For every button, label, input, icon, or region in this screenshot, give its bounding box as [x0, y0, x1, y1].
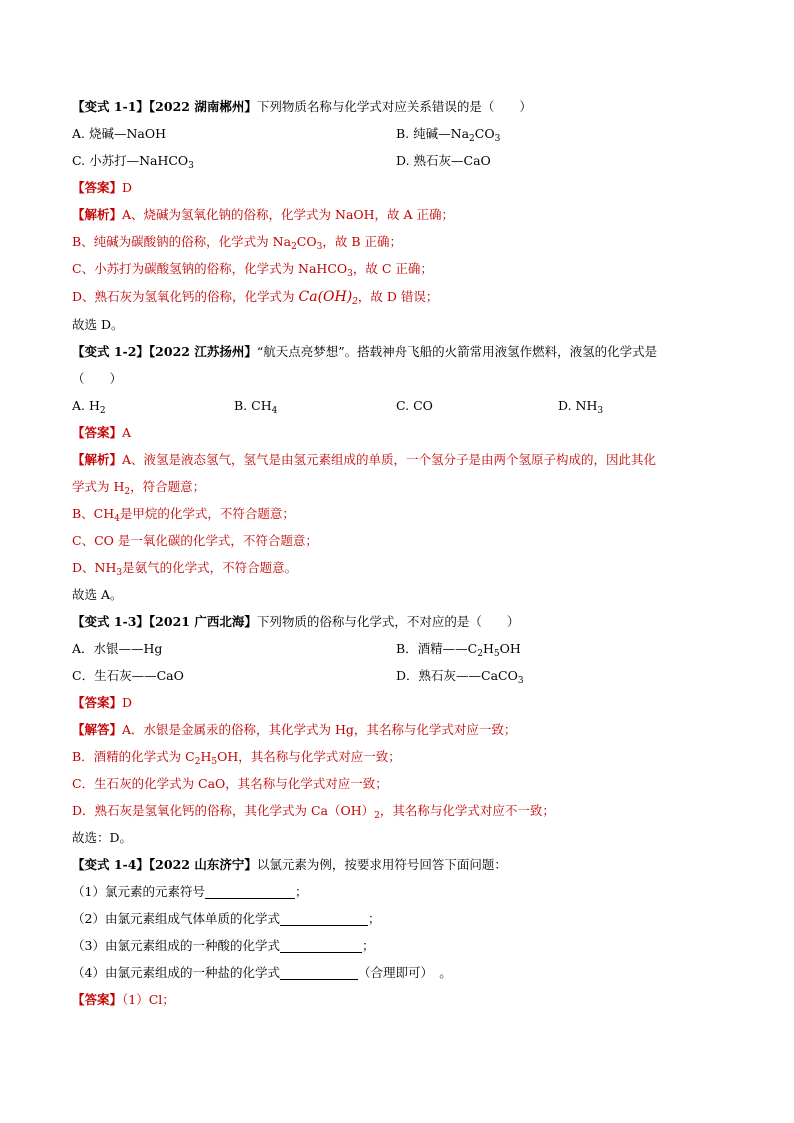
question-text: 下列物质名称与化学式对应关系错误的是（ ） [256, 99, 532, 114]
option-b: B. $CH_4$ [234, 398, 278, 416]
analysis-line: 【解析】A、烧碱为氢氧化钠的俗称，化学式为 NaOH，故 A 正确； [72, 207, 455, 222]
question-text: “航天点亮梦想”。搭载神舟飞船的火箭常用液氢作燃料，液氢的化学式是 [256, 344, 658, 359]
answer-line [72, 986, 732, 1013]
question-tag: 【变式 1-1】【2022 湖南郴州】 [72, 99, 257, 114]
option-d: D．熟石灰——CaCO$_3$ [396, 668, 524, 686]
question-text: 下列物质的俗称与化学式，不对应的是（ ） [256, 614, 520, 629]
analysis-line: B、$CH_4$是甲烷的化学式，不符合题意； [72, 506, 295, 524]
conclusion-line: 故选 D。 [72, 317, 124, 332]
question-1-2-options [72, 392, 732, 419]
analysis-line: D、熟石灰为氢氧化钙的俗称，化学式为 $Ca(OH)_2$，故 D 错误； [72, 289, 439, 307]
question-1-2-stem [72, 338, 732, 365]
answer-line [72, 174, 732, 201]
document-page [72, 93, 732, 1013]
answer-blank[interactable] [280, 911, 368, 926]
question-1-4-stem [72, 851, 732, 878]
analysis-line: B、纯碱为碳酸钠的俗称，化学式为 $Na_2CO_3$，故 B 正确； [72, 234, 402, 252]
answer-value: D [122, 695, 133, 710]
option-d: D. $NH_3$ [558, 398, 604, 416]
question-tag: 【变式 1-3】【2021 广西北海】 [72, 614, 257, 629]
analysis-line: 【解析】A、液氢是液态氢气，氢气是由氢元素组成的单质，一个氢分子是由两个氢原子构成的，因此其化 [72, 452, 657, 467]
option-c: C. CO [396, 398, 433, 413]
question-1-1-options-row-1 [72, 120, 732, 147]
option-a: A．水银——Hg [72, 641, 163, 656]
analysis-line: D．熟石灰是氢氧化钙的俗称，其化学式为 $Ca(OH)_2$，其名称与化学式对应不一致； [72, 803, 555, 821]
analysis-label: 【解答】 [72, 722, 123, 737]
sub-question-1: （1）氯元素的元素符号 ； [72, 884, 308, 899]
answer-label: 【答案】 [72, 992, 123, 1007]
answer-blank[interactable] [280, 965, 358, 980]
answer-blank[interactable] [205, 884, 295, 899]
option-c: C. 小苏打—NaHCO$_3$ [72, 153, 194, 171]
analysis-line: B．酒精的化学式为 $C_2H_5OH$，其名称与化学式对应一致； [72, 749, 401, 767]
answer-blank[interactable] [280, 938, 362, 953]
answer-line [72, 419, 732, 446]
analysis-line: C、CO 是一氧化碳的化学式，不符合题意； [72, 533, 318, 548]
question-1-3-stem [72, 608, 732, 635]
conclusion-line: 故选：D。 [72, 830, 133, 845]
analysis-line: 【解答】A．水银是金属汞的俗称，其化学式为 Hg，其名称与化学式对应一致； [72, 722, 517, 737]
analysis-line: 学式为 $H_2$，符合题意； [72, 479, 206, 497]
option-a: A. $H_2$ [72, 398, 106, 416]
sub-question-2: （2）由氯元素组成气体单质的化学式 ； [72, 911, 381, 926]
analysis-line: C．生石灰的化学式为 CaO，其名称与化学式对应一致； [72, 776, 388, 791]
option-b: B. 纯碱$—Na_2CO_3$ [396, 126, 501, 144]
answer-line [72, 689, 732, 716]
option-c: C．生石灰——CaO [72, 668, 184, 683]
sub-question-4: （4）由氯元素组成的一种盐的化学式 （合理即可） 。 [72, 965, 452, 980]
option-a: A. 烧碱—NaOH [72, 126, 167, 141]
sub-question-3: （3）由氯元素组成的一种酸的化学式 ； [72, 938, 375, 953]
analysis-line: D、$NH_3$是氨气的化学式，不符合题意。 [72, 560, 298, 578]
question-1-2-stem-continued: （ ） [72, 371, 123, 386]
answer-value: A [122, 425, 132, 440]
analysis-label: 【解析】 [72, 452, 123, 467]
formula-caoh2: $Ca(OH)_2$ [298, 289, 358, 307]
question-tag: 【变式 1-4】【2022 山东济宁】 [72, 857, 257, 872]
answer-value: （1）Cl； [122, 992, 175, 1007]
answer-label: 【答案】 [72, 180, 123, 195]
analysis-label: 【解析】 [72, 207, 123, 222]
question-tag: 【变式 1-2】【2022 江苏扬州】 [72, 344, 257, 359]
option-b: B．酒精$——C_2H_5OH$ [396, 641, 521, 659]
answer-label: 【答案】 [72, 425, 123, 440]
question-1-3-options-row-2 [72, 662, 732, 689]
conclusion-line: 故选 A。 [72, 587, 123, 602]
analysis-line: C、小苏打为碳酸氢钠的俗称，化学式为 NaHCO$_3$，故 C 正确； [72, 261, 433, 279]
answer-value: D [122, 180, 133, 195]
question-text: 以氯元素为例，按要求用符号回答下面问题： [256, 857, 507, 872]
question-1-1-options-row-2 [72, 147, 732, 174]
question-1-1-stem [72, 93, 732, 120]
question-1-3-options-row-1 [72, 635, 732, 662]
option-d: D. 熟石灰—CaO [396, 153, 491, 168]
answer-label: 【答案】 [72, 695, 123, 710]
